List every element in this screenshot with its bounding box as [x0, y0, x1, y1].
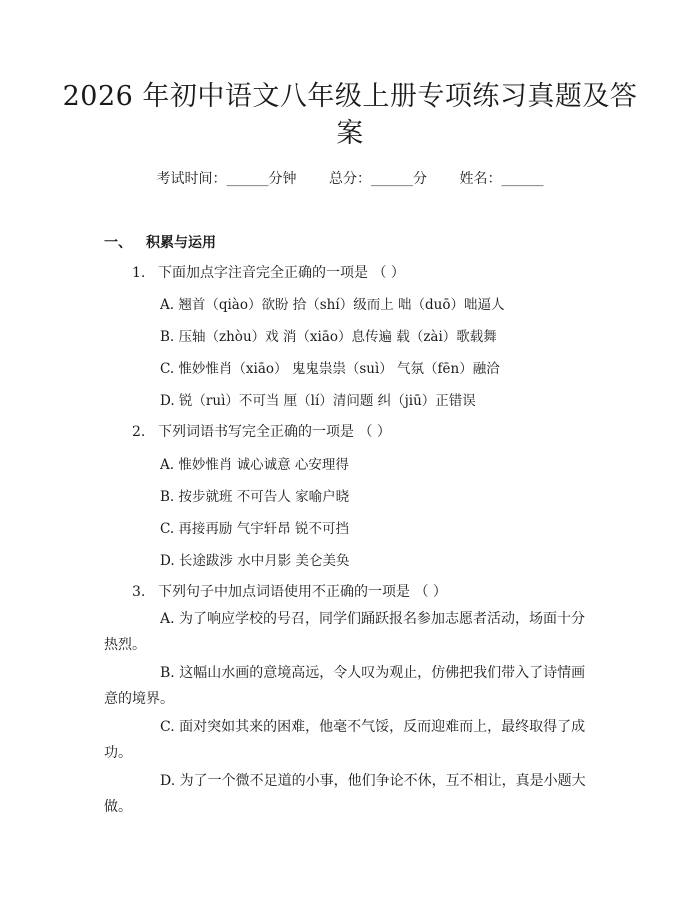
question-option: A. 惟妙惟肖 诚心诚意 心安理得: [160, 457, 349, 473]
question-stem: [132, 581, 447, 601]
question-text: 下列句子中加点词语使用不正确的一项是 （ ）: [158, 584, 447, 600]
question-option: B. 这幅山水画的意境高远，令人叹为观止，仿佛把我们带入了诗情画意的境界。: [104, 665, 586, 707]
question-text: 下面加点字注音完全正确的一项是 （ ）: [158, 265, 405, 281]
question-option: C. 再接再励 气宇轩昂 锐不可挡: [160, 521, 350, 537]
question-option: B. 按步就班 不可告人 家喻户晓: [160, 489, 350, 505]
question-option: D. 为了一个微不足道的小事，他们争论不休，互不相让，真是小题大做。: [104, 773, 586, 815]
question-option: A. 翘首（qiào）欲盼 拾（shí）级而上 咄（duō）咄逼人: [160, 297, 505, 313]
question-option: D. 锐（ruì）不可当 厘（lí）清问题 纠（jiū）正错误: [160, 393, 476, 409]
question-option: D. 长途跋涉 水中月影 美仑美奂: [160, 553, 350, 569]
exam-meta: [0, 168, 700, 188]
question-option: B. 压轴（zhòu）戏 消（xiāo）息传遍 载（zài）歌载舞: [160, 329, 497, 345]
section-title: 积累与运用: [146, 235, 216, 251]
page-title: 2026 年初中语文八年级上册专项练习真题及答案: [62, 81, 638, 149]
question-number: 2.: [132, 424, 146, 440]
total-score-field: 总分：______分: [329, 171, 427, 187]
question-stem: [132, 262, 405, 282]
question-number: 1.: [132, 265, 146, 281]
question-option: C. 惟妙惟肖（xiāo） 鬼鬼祟祟（suì） 气氛（fēn）融洽: [160, 361, 500, 377]
question-text: 下列词语书写完全正确的一项是 （ ）: [158, 424, 391, 440]
section-heading: [104, 232, 216, 252]
question-option: A. 为了响应学校的号召，同学们踊跃报名参加志愿者活动，场面十分热烈。: [104, 611, 586, 653]
question-stem: [132, 421, 391, 441]
exam-time-field: 考试时间：______分钟: [156, 171, 297, 187]
section-number: 一、: [104, 235, 132, 251]
question-option: C. 面对突如其来的困难，他毫不气馁，反而迎难而上，最终取得了成功。: [104, 719, 586, 761]
student-name-field: 姓名：______: [459, 171, 544, 187]
question-number: 3.: [132, 584, 146, 600]
